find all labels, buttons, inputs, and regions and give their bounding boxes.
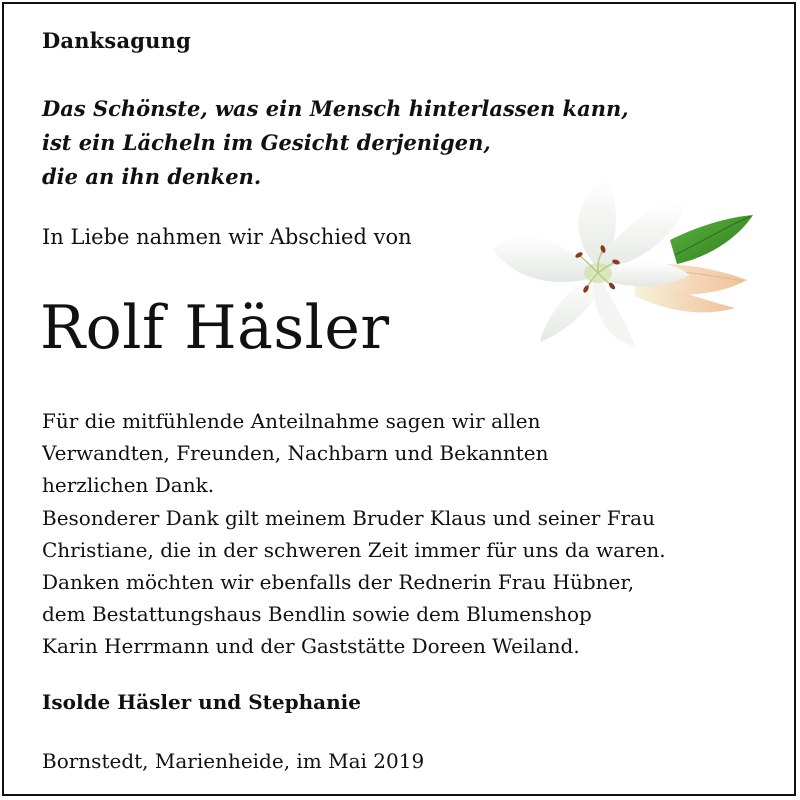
white-lily-flower-icon <box>485 170 760 350</box>
message-line: Für die mitfühlende Anteilnahme sagen wir allen <box>42 409 541 433</box>
deceased-name: Rolf Häsler <box>40 293 390 363</box>
quote-line: Das Schönste, was ein Mensch hinterlassen kann, <box>42 96 629 121</box>
message-line: Karin Herrmann und der Gaststätte Doreen Weiland. <box>42 634 580 659</box>
place-date: Bornstedt, Marienheide, im Mai 2019 <box>42 749 425 773</box>
quote-line: die an ihn denken. <box>42 164 262 189</box>
thank-you-message <box>42 405 666 663</box>
message-line: herzlichen Dank. <box>42 473 215 498</box>
quote-line: ist ein Lächeln im Gesicht derjenigen, <box>42 130 491 155</box>
signature: Isolde Häsler und Stephanie <box>42 690 361 714</box>
message-line: dem Bestattungshaus Bendlin sowie dem Blumenshop <box>42 602 592 627</box>
farewell-intro: In Liebe nahmen wir Abschied von <box>42 225 412 249</box>
message-line: Danken möchten wir ebenfalls der Rednerin Frau Hübner, <box>42 570 635 595</box>
message-line: Besonderer Dank gilt meinem Bruder Klaus und seiner Frau <box>42 505 655 530</box>
message-line: Christiane, die in der schweren Zeit immer für uns da waren. <box>42 537 666 562</box>
message-line: Verwandten, Freunden, Nachbarn und Bekannten <box>42 441 549 466</box>
notice-heading: Danksagung <box>42 28 191 53</box>
